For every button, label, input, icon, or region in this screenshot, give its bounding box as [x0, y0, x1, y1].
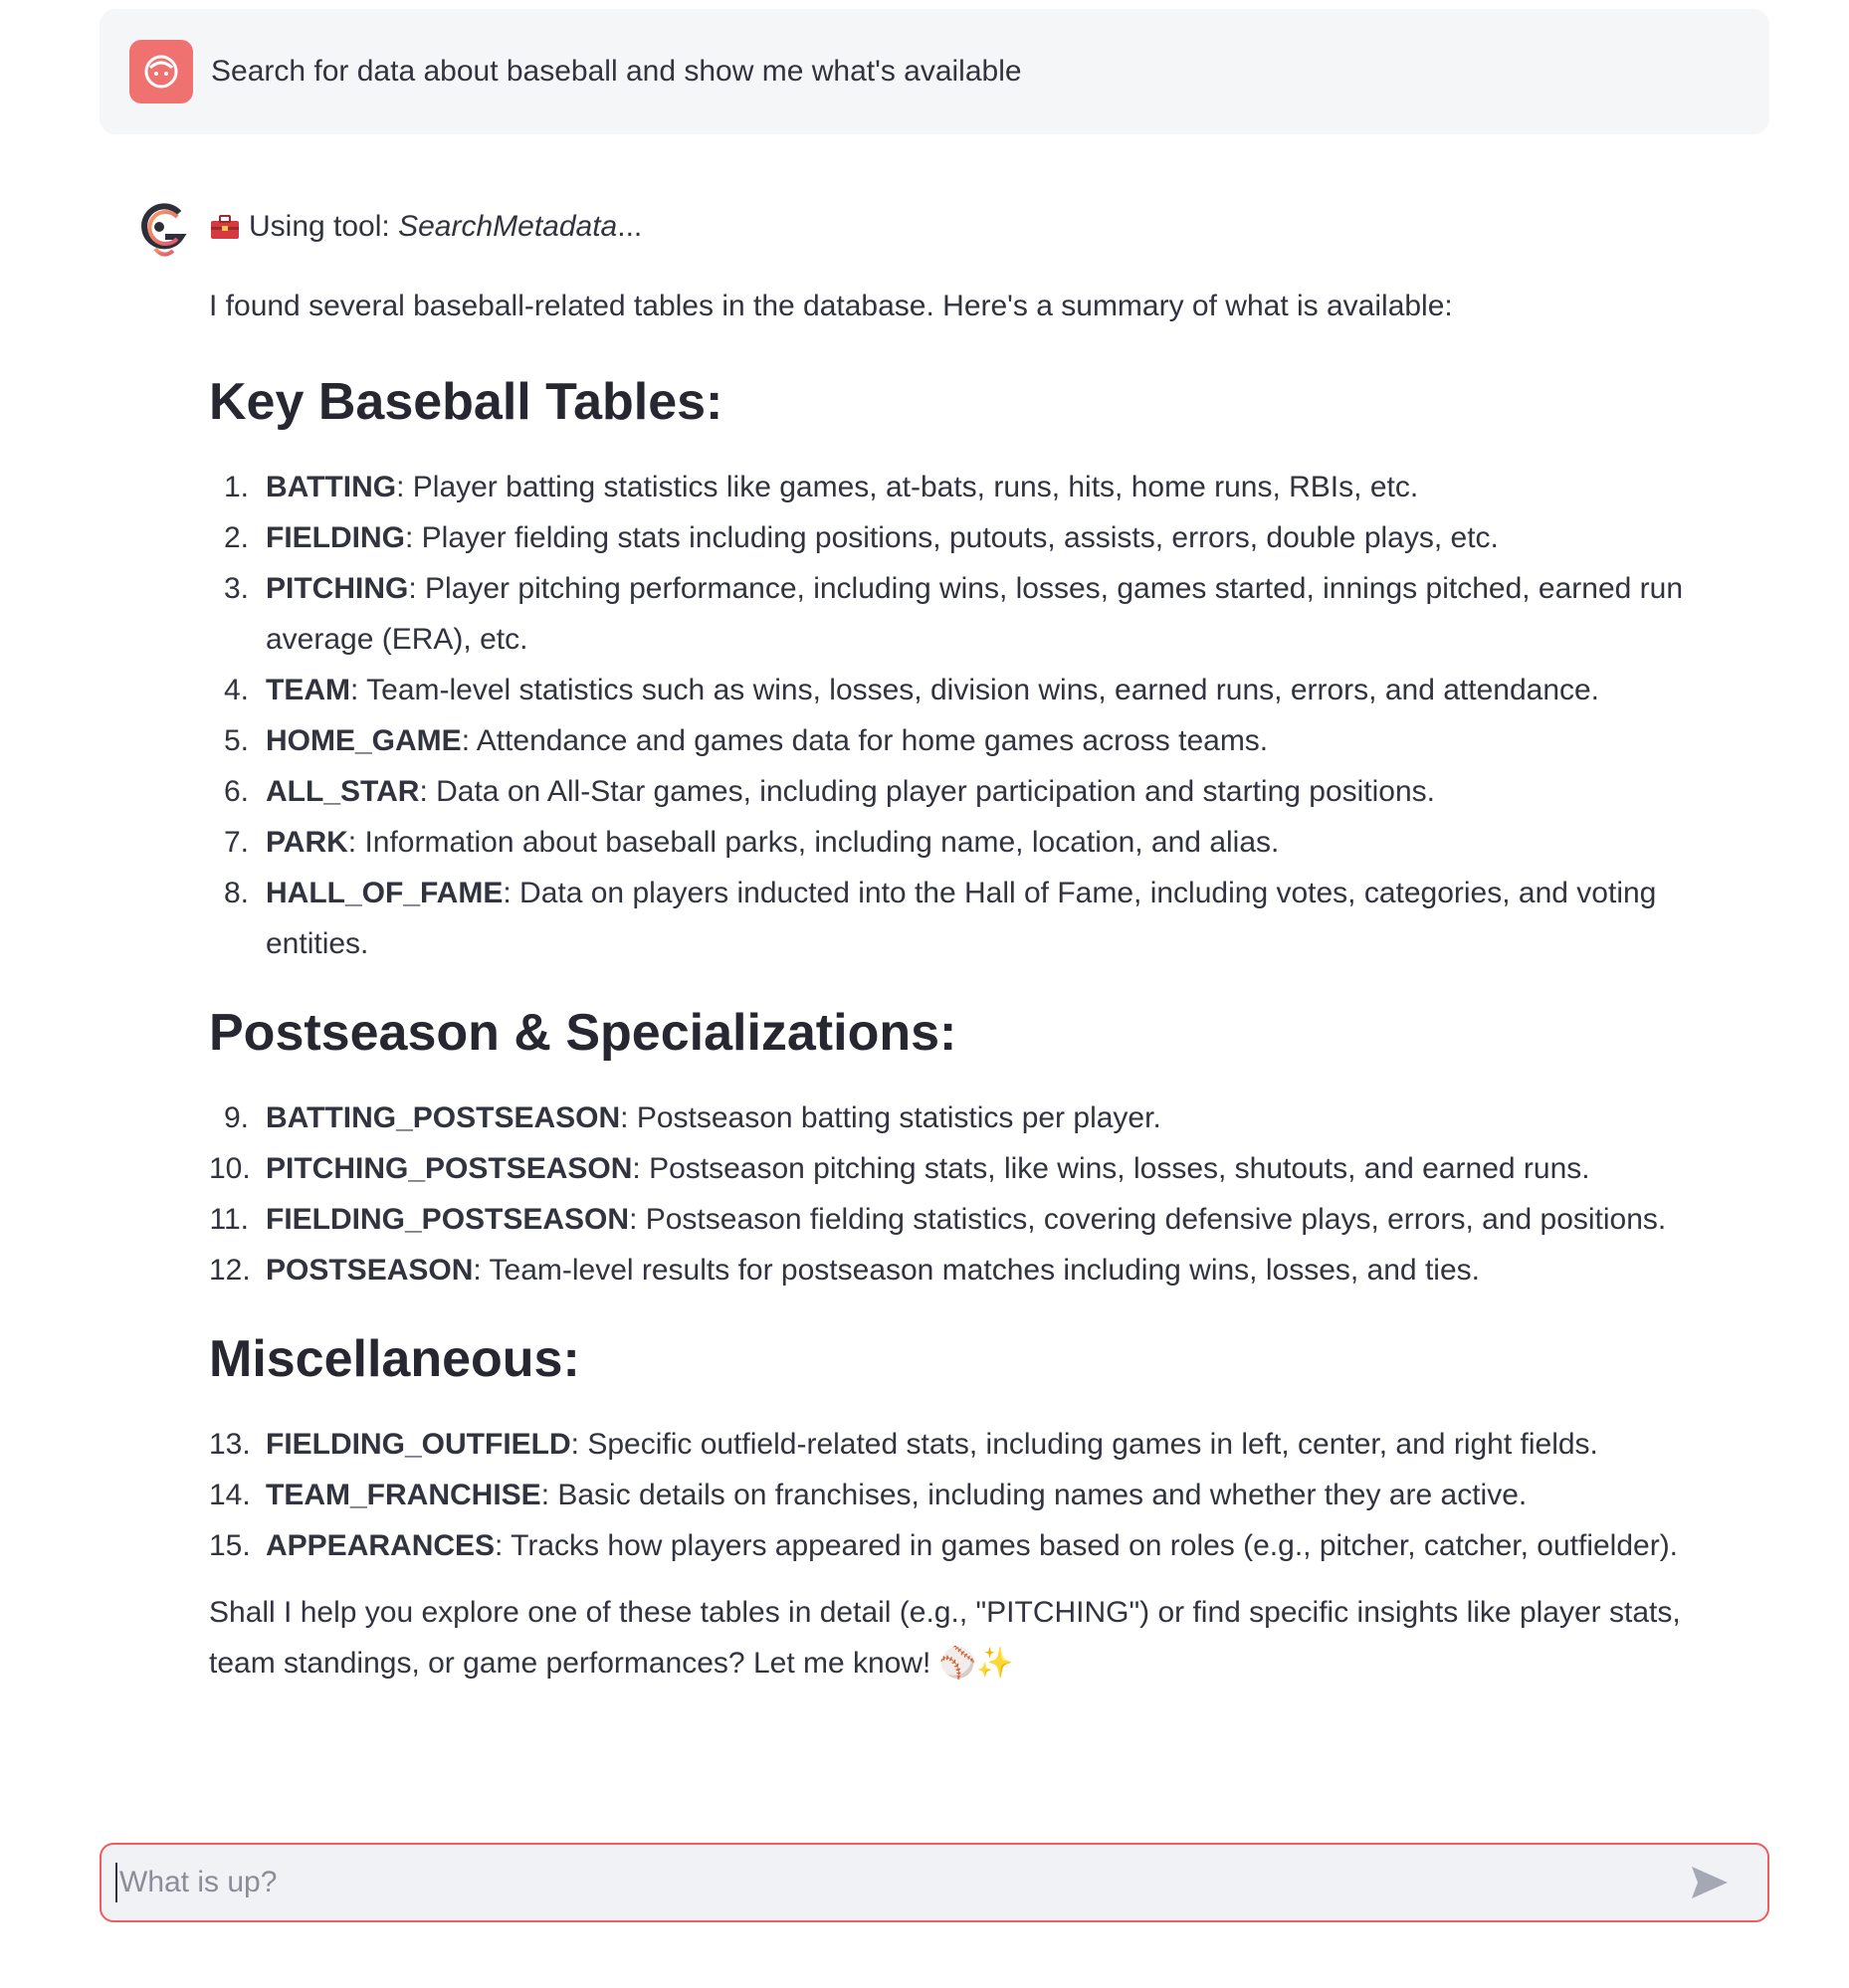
list-item: [209, 563, 1742, 665]
user-message-text: Search for data about baseball and show me what's available: [211, 55, 1022, 88]
list-item-number: 2.: [223, 521, 249, 554]
list-item: [209, 1520, 1742, 1571]
list-item-number: 10.: [209, 1152, 251, 1185]
table-name: TEAM_FRANCHISE: [266, 1479, 541, 1511]
list-item: [209, 665, 1742, 715]
table-name: FIELDING_OUTFIELD: [266, 1428, 571, 1461]
list-item-number: 11.: [209, 1203, 249, 1236]
tool-call-status: [209, 207, 642, 247]
response-outro: Shall I help you explore one of these tables in detail (e.g., "PITCHING") or find specific insights like player stats, team standings, or game performances? Let me know! ⚾✨: [209, 1596, 1681, 1680]
list-item-number: 12.: [209, 1254, 251, 1287]
list-item-number: 13.: [209, 1428, 251, 1461]
section-title-miscellaneous: Miscellaneous:: [209, 1330, 580, 1388]
list-item-number: 3.: [223, 572, 249, 605]
table-description: : Player pitching performance, including wins, losses, games started, innings pitched, earned run average (ERA), etc.: [266, 572, 1684, 656]
table-name: PITCHING_POSTSEASON: [266, 1152, 633, 1185]
user-message: [100, 9, 1769, 134]
table-description: : Postseason pitching stats, like wins, losses, shutouts, and earned runs.: [632, 1152, 1590, 1185]
table-name: BATTING_POSTSEASON: [266, 1101, 621, 1134]
table-description: : Player batting statistics like games, at-bats, runs, hits, home runs, RBIs, etc.: [396, 471, 1419, 503]
section-title-postseason: Postseason & Specializations:: [209, 1004, 957, 1062]
table-name: TEAM: [266, 674, 350, 706]
table-description: : Team-level statistics such as wins, losses, division wins, earned runs, errors, and attendance.: [350, 674, 1600, 706]
table-name: HALL_OF_FAME: [266, 877, 504, 909]
table-description: : Information about baseball parks, including name, location, and alias.: [347, 826, 1280, 859]
table-description: : Data on All-Star games, including player participation and starting positions.: [419, 775, 1436, 808]
list-item: [209, 512, 1742, 563]
table-name: BATTING: [266, 471, 397, 503]
table-description: : Specific outfield-related stats, including games in left, center, and right fields.: [570, 1428, 1598, 1461]
list-item: [209, 1470, 1742, 1520]
list-item: [209, 1245, 1742, 1295]
list-item: [209, 462, 1742, 512]
table-description: : Attendance and games data for home games across teams.: [461, 724, 1269, 757]
table-description: : Tracks how players appeared in games based on roles (e.g., pitcher, catcher, outfielder).: [495, 1529, 1679, 1562]
list-item: [209, 766, 1742, 817]
list-item: [209, 1143, 1742, 1194]
assistant-logo-icon: [135, 199, 191, 261]
table-name: FIELDING: [266, 521, 405, 554]
list-item-number: 4.: [223, 674, 249, 706]
list-item: [209, 1194, 1742, 1245]
list-item-number: 7.: [223, 826, 249, 859]
table-description: : Basic details on franchises, including names and whether they are active.: [540, 1479, 1528, 1511]
table-description: : Data on players inducted into the Hall of Fame, including votes, categories, and voting entities.: [266, 877, 1657, 960]
list-item: [209, 715, 1742, 766]
tool-call-suffix: ...: [617, 210, 643, 243]
send-arrow-icon: [1690, 1865, 1730, 1900]
misc-tables-list: [209, 1419, 1742, 1571]
assistant-response: [209, 287, 1742, 1689]
table-description: : Player fielding stats including positions, putouts, assists, errors, double plays, etc.: [405, 521, 1499, 554]
send-button[interactable]: [1688, 1863, 1732, 1902]
table-name: PITCHING: [266, 572, 409, 605]
chat-input-container: [100, 1843, 1769, 1922]
section-title-key-tables: Key Baseball Tables:: [209, 373, 723, 431]
user-face-icon: [129, 40, 193, 103]
list-item: [209, 868, 1742, 969]
table-description: : Postseason fielding statistics, covering defensive plays, errors, and positions.: [629, 1203, 1667, 1236]
chat-input[interactable]: [115, 1863, 1688, 1902]
toolbox-icon: [209, 213, 241, 241]
table-name: APPEARANCES: [266, 1529, 496, 1562]
table-name: POSTSEASON: [266, 1254, 474, 1287]
list-item: [209, 1419, 1742, 1470]
table-description: : Postseason batting statistics per player.: [620, 1101, 1161, 1134]
list-item-number: 5.: [223, 724, 249, 757]
key-tables-list: [209, 462, 1742, 969]
table-name: HOME_GAME: [266, 724, 462, 757]
list-item: [209, 1093, 1742, 1143]
list-item-number: 1.: [223, 471, 249, 503]
response-intro: I found several baseball-related tables in the database. Here's a summary of what is available:: [209, 290, 1453, 322]
list-item: [209, 817, 1742, 868]
table-name: PARK: [266, 826, 348, 859]
list-item-number: 8.: [223, 877, 249, 909]
tool-call-name: SearchMetadata: [398, 210, 618, 243]
table-name: FIELDING_POSTSEASON: [266, 1203, 630, 1236]
table-description: : Team-level results for postseason matches including wins, losses, and ties.: [473, 1254, 1480, 1287]
tool-call-prefix: Using tool:: [249, 210, 390, 243]
list-item-number: 14.: [209, 1479, 251, 1511]
list-item-number: 15.: [209, 1529, 251, 1562]
postseason-tables-list: [209, 1093, 1742, 1295]
list-item-number: 9.: [223, 1101, 249, 1134]
list-item-number: 6.: [223, 775, 249, 808]
table-name: ALL_STAR: [266, 775, 420, 808]
